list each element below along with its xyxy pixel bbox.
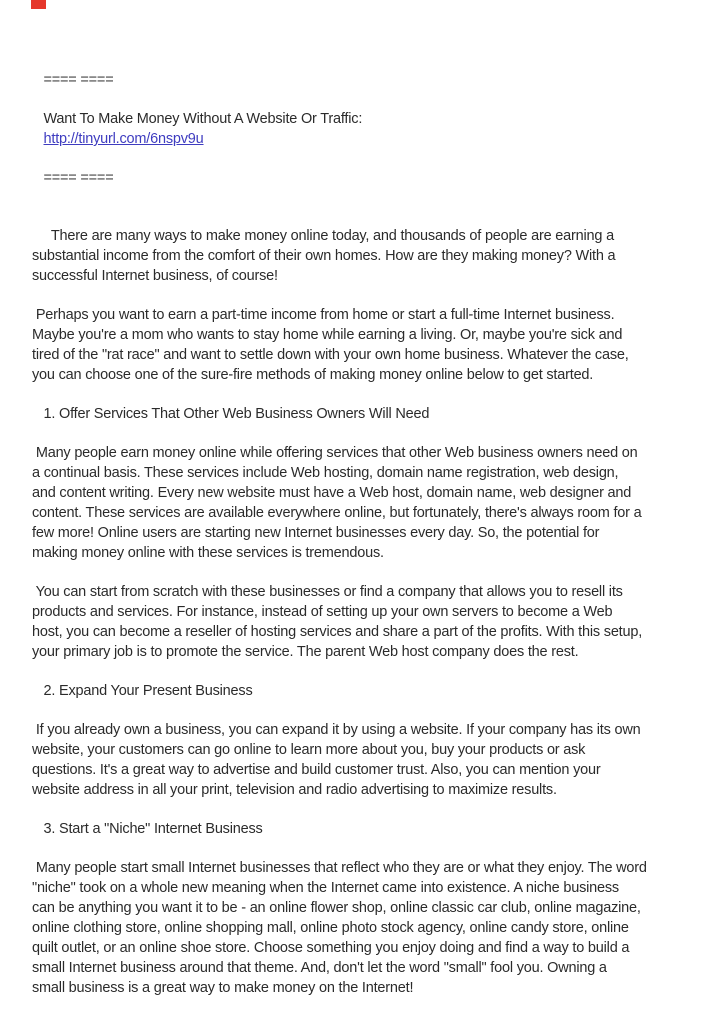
paragraph-perhaps-line: Perhaps you want to earn a part-time income from home or start a full-time Internet business. — [32, 307, 615, 323]
section-heading-3-line: 3. Start a "Niche" Internet Business — [32, 821, 263, 837]
paragraph-niche-line: Many people start small Internet businesses that reflect who they are or what they enjoy. The word — [32, 860, 647, 876]
paragraph-reseller-line: You can start from scratch with these businesses or find a company that allows you to resell its — [32, 584, 623, 600]
paragraph-intro-line: successful Internet business, of course! — [32, 268, 278, 284]
paragraph-reseller-line: products and services. For instance, instead of setting up your own servers to become a Web — [32, 604, 613, 620]
paragraph-expand-line: website, your customers can go online to learn more about you, buy your products or ask — [32, 742, 586, 758]
separator-bottom-line: ==== ==== — [32, 170, 114, 186]
paragraph-reseller-line: your primary job is to promote the service. The parent Web host company does the rest. — [32, 644, 579, 660]
paragraph-niche-line: "niche" took on a whole new meaning when the Internet came into existence. A niche business — [32, 880, 619, 896]
paragraph-expand — [32, 720, 714, 800]
paragraph-niche-line: small business is a great way to make money on the Internet! — [32, 980, 414, 996]
paragraph-niche-line: quilt outlet, or an online shoe store. Choose something you enjoy doing and find a way to build a — [32, 940, 630, 956]
paragraph-services-line: and content writing. Every new website must have a Web host, domain name, web designer and — [32, 485, 632, 501]
paragraph-niche-line: online clothing store, online shopping mall, online photo stock agency, online candy store, online — [32, 920, 629, 936]
section-heading-1-line: 1. Offer Services That Other Web Business Owners Will Need — [32, 406, 430, 422]
paragraph-intro — [32, 226, 714, 286]
tinyurl-link-line — [32, 129, 714, 149]
paragraph-services-line: content. These services are available everywhere online, but fortunately, there's always room for a — [32, 505, 642, 521]
paragraph-perhaps-line: Maybe you're a mom who wants to stay home while earning a living. Or, maybe you're sick and — [32, 327, 623, 343]
paragraph-niche-line: can be anything you want it to be - an online flower shop, online classic car club, online magazine, — [32, 900, 641, 916]
separator-top-line: ==== ==== — [32, 72, 114, 88]
paragraph-services — [32, 443, 714, 563]
paragraph-intro-line: There are many ways to make money online today, and thousands of people are earning a — [32, 228, 614, 244]
section-heading-2 — [32, 681, 714, 701]
tinyurl-link — [32, 129, 714, 149]
paragraph-expand-line: questions. It's a great way to advertise and build customer trust. Also, you can mention your — [32, 762, 601, 778]
paragraph-perhaps-line: you can choose one of the sure-fire methods of making money online below to get started. — [32, 367, 594, 383]
paragraph-services-line: few more! Online users are starting new Internet businesses every day. So, the potential for — [32, 525, 600, 541]
paragraph-niche — [32, 858, 714, 998]
tinyurl-link[interactable]: http://tinyurl.com/6nspv9u — [43, 131, 204, 147]
paragraph-expand-line: website address in all your print, television and radio advertising to maximize results. — [32, 782, 557, 798]
paragraph-services-line: Many people earn money online while offering services that other Web business owners need on — [32, 445, 638, 461]
separator-top — [32, 70, 714, 90]
paragraph-perhaps-line: tired of the "rat race" and want to settle down with your own home business. Whatever the case, — [32, 347, 629, 363]
link-indent — [32, 131, 44, 147]
intro-title — [32, 109, 714, 129]
section-heading-3 — [32, 819, 714, 839]
paragraph-reseller — [32, 582, 714, 662]
paragraph-intro-line: substantial income from the comfort of their own homes. How are they making money? With a — [32, 248, 616, 264]
section-heading-1 — [32, 404, 714, 424]
paragraph-reseller-line: host, you can become a reseller of hosting services and share a part of the profits. With this setup, — [32, 624, 643, 640]
section-heading-2-line: 2. Expand Your Present Business — [32, 683, 253, 699]
paragraph-services-line: a continual basis. These services include Web hosting, domain name registration, web design, — [32, 465, 619, 481]
intro-title-line: Want To Make Money Without A Website Or Traffic: — [32, 111, 363, 127]
separator-bottom — [32, 168, 714, 188]
red-marker — [31, 0, 46, 9]
paragraph-perhaps — [32, 305, 714, 385]
paragraph-niche-line: small Internet business around that theme. And, don't let the word "small" fool you. Owning a — [32, 960, 607, 976]
paragraph-services-line: making money online with these services is tremendous. — [32, 545, 384, 561]
paragraph-expand-line: If you already own a business, you can expand it by using a website. If your company has its own — [32, 722, 641, 738]
